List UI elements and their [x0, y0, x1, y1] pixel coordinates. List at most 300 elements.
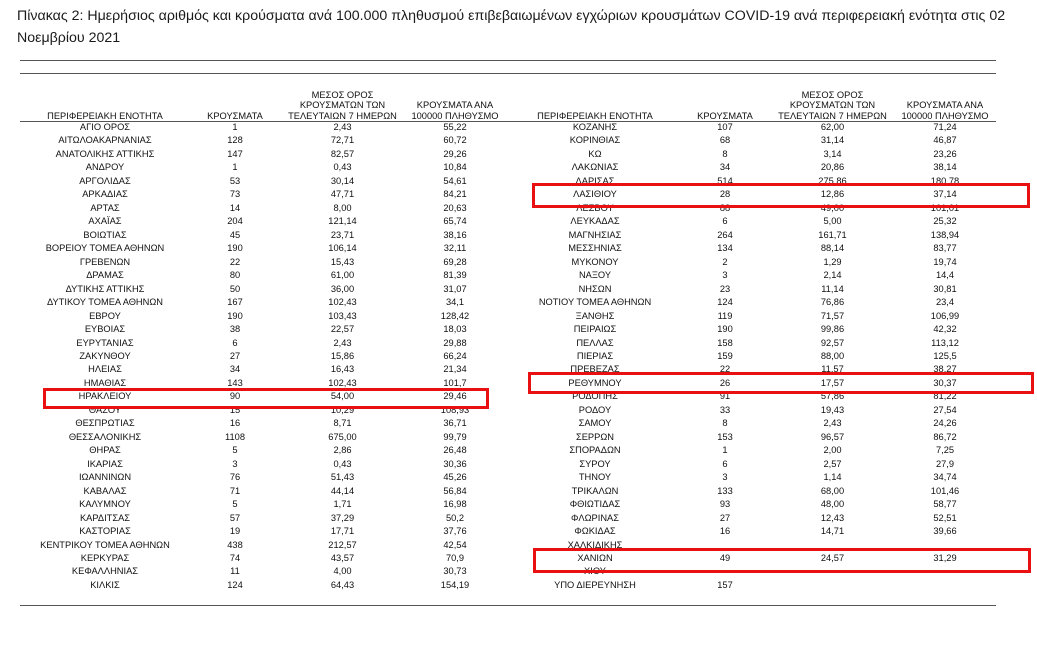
cell-avg7: 102,43	[328, 377, 357, 388]
cell-avg7: 106,14	[328, 243, 357, 254]
table-row	[510, 350, 995, 363]
table-row	[20, 269, 505, 282]
cell-avg7: 48,00	[820, 499, 845, 510]
cell-cases: 157	[717, 579, 733, 590]
cell-region: ΣΠΟΡΑΔΩΝ	[569, 445, 621, 456]
cell-per100k: 31,29	[933, 553, 957, 563]
highlight-box-lasithiou	[532, 183, 1030, 208]
cell-avg7: 2,57	[823, 458, 842, 469]
cell-avg7: 161,71	[818, 229, 847, 240]
cell-cases: 74	[229, 553, 241, 563]
cell-per100k: 106,99	[930, 310, 960, 321]
cell-region: ΗΜΑΘΙΑΣ	[83, 377, 127, 388]
cell-region: ΠΕΛΛΑΣ	[576, 337, 614, 348]
cell-per100k: 37,76	[443, 526, 467, 537]
cell-cases: 50	[229, 283, 241, 294]
cell-cases: 93	[719, 499, 731, 510]
cell-per100k: 37,14	[933, 189, 957, 200]
cell-region: ΠΕΙΡΑΙΩΣ	[573, 324, 617, 335]
cell-per100k: 23,4	[935, 297, 955, 308]
table-row	[510, 444, 995, 457]
header-cases: ΚΡΟΥΣΜΑΤΑ	[207, 110, 263, 121]
cell-avg7: 212,57	[328, 539, 357, 550]
cell-per100k: 84,21	[443, 189, 467, 200]
cell-per100k: 18,03	[443, 324, 467, 335]
cell-per100k: 39,66	[933, 526, 957, 537]
cell-per100k: 29,26	[443, 148, 467, 159]
cell-region: ΛΕΥΚΑΔΑΣ	[570, 216, 620, 227]
cell-per100k: 65,74	[443, 216, 467, 227]
cell-region: ΗΛΕΙΑΣ	[88, 364, 122, 375]
table-row	[510, 229, 995, 242]
cell-per100k: 71,24	[933, 122, 957, 132]
cell-per100k: 38,14	[933, 162, 957, 173]
cell-per100k: 26,48	[443, 445, 467, 456]
cell-cases: 22	[719, 364, 731, 375]
cell-region: ΚΑΛΥΜΝΟΥ	[79, 499, 131, 510]
cell-region: ΕΥΡΥΤΑΝΙΑΣ	[76, 337, 134, 348]
cell-avg7: 12,43	[820, 512, 845, 523]
cell-cases: 76	[229, 472, 241, 483]
cell-per100k: 45,26	[443, 472, 467, 483]
cell-avg7: 20,86	[820, 162, 845, 173]
cell-region: ΡΟΔΟΥ	[578, 404, 612, 415]
cell-region: ΚΕΡΚΥΡΑΣ	[80, 553, 130, 563]
table-row	[510, 121, 995, 134]
cell-region: ΚΟΖΑΝΗΣ	[572, 122, 618, 132]
cell-avg7: 103,43	[328, 310, 357, 321]
cell-cases: 158	[717, 337, 733, 348]
cell-avg7: 47,71	[330, 189, 355, 200]
cell-cases: 27	[719, 512, 731, 523]
table-row	[510, 215, 995, 228]
cell-cases: 34	[229, 364, 241, 375]
cell-cases: 5	[232, 499, 238, 510]
cell-per100k: 19,74	[933, 256, 957, 267]
cell-avg7: 61,00	[330, 270, 355, 281]
cell-per100k: 52,51	[933, 512, 957, 523]
cell-per100k: 29,46	[443, 391, 467, 402]
cell-region: ΒΟΙΩΤΙΑΣ	[83, 229, 127, 240]
cell-region: ΔΡΑΜΑΣ	[86, 270, 124, 281]
cell-region: ΝΑΞΟΥ	[578, 270, 612, 281]
cell-avg7: 4,00	[333, 566, 352, 577]
cell-per100k: 69,28	[443, 256, 467, 267]
cell-per100k: 7,25	[935, 445, 955, 456]
cell-region: ΜΥΚΟΝΟΥ	[571, 256, 619, 267]
cell-per100k: 180,78	[930, 175, 960, 186]
header-region: ΠΕΡΙΦΕΡΕΙΑΚΗ ΕΝΟΤΗΤΑ	[47, 110, 163, 121]
table-row	[510, 296, 995, 309]
cell-region: ΛΑΡΙΣΑΣ	[575, 175, 615, 186]
cell-cases: 167	[227, 297, 243, 308]
cell-avg7: 88,14	[820, 243, 845, 254]
cell-avg7: 62,00	[820, 122, 845, 132]
cell-per100k: 138,94	[930, 229, 960, 240]
right-table	[510, 82, 995, 592]
cell-avg7: 1,71	[333, 499, 352, 510]
cell-region: ΚΙΛΚΙΣ	[90, 579, 120, 590]
cell-avg7: 3,14	[823, 148, 842, 159]
table-row	[20, 215, 505, 228]
cell-cases: 1	[232, 122, 238, 132]
table-row	[20, 161, 505, 174]
cell-cases: 153	[717, 431, 733, 442]
cell-avg7: 44,14	[330, 485, 355, 496]
cell-per100k: 81,22	[933, 391, 957, 402]
cell-avg7: 49,00	[820, 202, 845, 213]
cell-region: ΑΡΓΟΛΙΔΑΣ	[79, 175, 131, 186]
table-row	[510, 512, 995, 525]
table-row	[20, 512, 505, 525]
cell-cases: 19	[229, 526, 241, 537]
cell-per100k: 113,12	[931, 337, 959, 348]
cell-per100k: 10,84	[443, 162, 467, 173]
table-row	[20, 175, 505, 188]
cell-cases: 8	[722, 418, 728, 429]
cell-region: ΓΡΕΒΕΝΩΝ	[79, 256, 131, 267]
cell-cases: 6	[722, 458, 728, 469]
cell-per100k	[895, 579, 995, 592]
cell-region: ΖΑΚΥΝΘΟΥ	[79, 350, 131, 361]
cell-per100k: 108,93	[440, 404, 470, 415]
cell-region: ΛΑΚΩΝΙΑΣ	[571, 162, 619, 173]
cell-cases: 34	[719, 162, 731, 173]
table-row	[20, 148, 505, 161]
cell-avg7: 2,00	[823, 445, 842, 456]
cell-per100k: 34,74	[933, 472, 957, 483]
cell-avg7: 99,86	[820, 324, 845, 335]
cell-region: ΙΚΑΡΙΑΣ	[87, 458, 123, 469]
cell-avg7: 22,57	[330, 324, 355, 335]
cell-cases: 26	[719, 377, 731, 388]
cell-region: ΑΡΚΑΔΙΑΣ	[82, 189, 128, 200]
cell-region: ΦΩΚΙΔΑΣ	[574, 526, 616, 537]
cell-region: ΚΕΦΑΛΛΗΝΙΑΣ	[71, 566, 139, 577]
table-row	[510, 498, 995, 511]
cell-cases: 15	[229, 404, 241, 415]
cell-region: ΣΥΡΟΥ	[579, 458, 611, 469]
cell-avg7: 0,43	[333, 162, 352, 173]
cell-cases: 11	[230, 566, 240, 577]
highlight-box-irakleiou	[43, 388, 489, 409]
cell-per100k: 31,07	[443, 283, 467, 294]
table-row	[20, 188, 505, 201]
cell-per100k: 32,11	[443, 243, 467, 254]
table-row	[510, 148, 995, 161]
cell-region: ΣΑΜΟΥ	[578, 418, 612, 429]
table-row	[20, 242, 505, 255]
cell-region: ΑΙΤΩΛΟΑΚΑΡΝΑΝΙΑΣ	[58, 135, 152, 146]
cell-region: ΔΥΤΙΚΟΥ ΤΟΜΕΑ ΑΘΗΝΩΝ	[46, 297, 164, 308]
cell-avg7: 8,71	[333, 418, 352, 429]
table-row	[20, 121, 505, 134]
cell-region: ΕΥΒΟΙΑΣ	[84, 324, 126, 335]
cell-region: ΘΕΣΠΡΩΤΙΑΣ	[75, 418, 135, 429]
cell-avg7: 1,29	[823, 256, 842, 267]
cell-avg7: 1,14	[823, 472, 842, 483]
cell-avg7: 51,43	[330, 472, 355, 483]
cell-cases: 49	[719, 553, 731, 563]
cell-avg7: 2,14	[823, 270, 842, 281]
cell-per100k: 46,87	[933, 135, 957, 146]
table-row	[20, 525, 505, 538]
table-row	[20, 296, 505, 309]
cell-region: ΚΩ	[588, 148, 602, 159]
cell-region: ΧΙΟΥ	[584, 566, 606, 577]
cell-avg7: 14,71	[820, 526, 845, 537]
table-row	[20, 444, 505, 457]
cell-avg7: 11,14	[821, 283, 844, 294]
cell-cases: 5	[232, 445, 238, 456]
cell-cases: 68	[719, 135, 731, 146]
cell-per100k: 38,16	[443, 229, 467, 240]
header-cases: ΚΡΟΥΣΜΑΤΑ	[697, 110, 753, 121]
cell-avg7: 5,00	[823, 216, 842, 227]
table-row	[510, 242, 995, 255]
table-row	[20, 310, 505, 323]
cell-per100k: 20,63	[443, 202, 467, 213]
cell-avg7: 88,00	[820, 350, 845, 361]
cell-region: ΚΟΡΙΝΘΙΑΣ	[569, 135, 621, 146]
cell-cases: 264	[717, 229, 733, 240]
cell-region: ΠΡΕΒΕΖΑΣ	[570, 364, 620, 375]
table-row	[510, 471, 995, 484]
cell-region: ΑΝΑΤΟΛΙΚΗΣ ΑΤΤΙΚΗΣ	[55, 148, 155, 159]
cell-region: ΜΕΣΣΗΝΙΑΣ	[568, 243, 622, 254]
header-avg7: ΜΕΣΟΣ ΟΡΟΣ ΚΡΟΥΣΜΑΤΩΝ ΤΩΝ ΤΕΛΕΥΤΑΙΩΝ 7 ΗΜΕΡΩΝ	[778, 89, 887, 121]
cell-per100k: 23,26	[933, 148, 957, 159]
cell-cases: 53	[229, 175, 241, 186]
cell-cases: 190	[717, 324, 733, 335]
cell-avg7: 64,43	[330, 579, 355, 590]
cell-avg7: 17,57	[820, 377, 845, 388]
cell-region: ΜΑΓΝΗΣΙΑΣ	[568, 229, 622, 240]
cell-cases: 1	[722, 445, 728, 456]
cell-per100k: 101,46	[930, 485, 960, 496]
cell-region: ΔΥΤΙΚΗΣ ΑΤΤΙΚΗΣ	[65, 283, 145, 294]
cell-avg7: 92,57	[820, 337, 845, 348]
table-row	[20, 565, 505, 578]
left-table	[20, 82, 505, 592]
table-row	[20, 485, 505, 498]
cell-cases: 159	[717, 350, 733, 361]
cell-per100k: 25,32	[933, 216, 957, 227]
cell-per100k: 86,72	[933, 431, 957, 442]
cell-region: ΡΕΘΥΜΝΟΥ	[568, 377, 622, 388]
header-per100k: ΚΡΟΥΣΜΑΤΑ ΑΝΑ 100000 ΠΛΗΘΥΣΜΟ	[901, 100, 989, 121]
cell-per100k: 38,27	[933, 364, 957, 375]
cell-cases: 514	[717, 175, 733, 186]
cell-region: ΡΟΔΟΠΗΣ	[572, 391, 618, 402]
table-row	[510, 404, 995, 417]
cell-per100k: 36,71	[443, 418, 467, 429]
cell-cases: 16	[229, 418, 241, 429]
cell-avg7: 10,29	[330, 404, 355, 415]
cell-avg7: 30,14	[330, 175, 355, 186]
cell-per100k: 24,26	[933, 418, 957, 429]
cell-cases: 91	[719, 391, 731, 402]
table-row	[510, 579, 995, 592]
cell-cases: 71	[229, 485, 241, 496]
table-caption: Πίνακας 2: Ημερήσιος αριθμός και κρούσματα ανά 100.000 πληθυσμού επιβεβαιωμένων εγχώριων κρουσμάτων COVID-19 ανά περιφερειακή ενότητα στις 02 Νοεμβρίου 2021	[17, 8, 1006, 46]
cell-cases: 119	[717, 310, 733, 321]
cell-cases: 204	[227, 216, 243, 227]
cell-avg7: 17,71	[330, 526, 355, 537]
table-row	[510, 283, 995, 296]
cell-avg7: 71,57	[820, 310, 845, 321]
cell-per100k: 42,54	[443, 539, 467, 550]
cell-avg7: 121,14	[328, 216, 357, 227]
cell-per100k: 30,37	[933, 377, 957, 388]
cell-cases: 73	[229, 189, 241, 200]
cell-cases: 88	[719, 202, 731, 213]
table-row	[20, 417, 505, 430]
cell-avg7: 11,57	[821, 364, 844, 375]
header-avg7: ΜΕΣΟΣ ΟΡΟΣ ΚΡΟΥΣΜΑΤΩΝ ΤΩΝ ΤΕΛΕΥΤΑΙΩΝ 7 ΗΜΕΡΩΝ	[288, 89, 397, 121]
cell-region: ΚΑΡΔΙΤΣΑΣ	[79, 512, 131, 523]
cell-cases: 6	[722, 216, 728, 227]
highlight-box-chanion	[533, 548, 1031, 573]
cell-avg7: 43,57	[330, 553, 355, 563]
cell-avg7: 102,43	[328, 297, 357, 308]
cell-cases: 107	[717, 122, 733, 132]
cell-avg7: 96,57	[820, 431, 845, 442]
cell-cases: 133	[717, 485, 733, 496]
cell-avg7: 2,86	[333, 445, 352, 456]
cell-region: ΤΗΝΟΥ	[578, 472, 612, 483]
cell-cases: 57	[229, 512, 241, 523]
cell-cases: 8	[722, 148, 728, 159]
cell-avg7: 2,43	[823, 418, 842, 429]
cell-region: ΚΑΣΤΟΡΙΑΣ	[79, 526, 131, 537]
table-row	[20, 579, 505, 592]
table-row	[510, 458, 995, 471]
cell-region: ΞΑΝΘΗΣ	[575, 310, 615, 321]
header-row	[20, 82, 505, 121]
cell-cases: 2	[722, 256, 728, 267]
cell-avg7: 82,57	[330, 148, 355, 159]
cell-avg7	[770, 579, 895, 592]
cell-cases: 190	[227, 310, 243, 321]
cell-cases: 90	[229, 391, 241, 402]
cell-avg7: 54,00	[330, 391, 355, 402]
table-row	[510, 161, 995, 174]
cell-per100k: 42,32	[933, 324, 957, 335]
cell-avg7: 57,86	[820, 391, 845, 402]
table-row	[20, 134, 505, 147]
table-row	[20, 363, 505, 376]
cell-avg7: 31,14	[820, 135, 845, 146]
cell-region: ΘΑΣΟΥ	[88, 404, 122, 415]
cell-avg7: 16,43	[330, 364, 355, 375]
cell-per100k: 99,79	[443, 431, 467, 442]
table-row	[20, 350, 505, 363]
cell-per100k: 55,22	[443, 122, 467, 132]
cell-per100k: 56,84	[443, 485, 467, 496]
cell-per100k: 83,77	[933, 243, 957, 254]
cell-cases: 1	[232, 162, 238, 173]
cell-per100k: 50,2	[445, 512, 465, 523]
cell-avg7: 12,86	[820, 189, 845, 200]
cell-region: ΑΡΤΑΣ	[90, 202, 120, 213]
header-region: ΠΕΡΙΦΕΡΕΙΑΚΗ ΕΝΟΤΗΤΑ	[537, 110, 653, 121]
cell-per100k: 27,54	[933, 404, 957, 415]
table-row	[510, 134, 995, 147]
table-row	[20, 256, 505, 269]
cell-avg7: 15,43	[330, 256, 355, 267]
header-per100k: ΚΡΟΥΣΜΑΤΑ ΑΝΑ 100000 ΠΛΗΘΥΣΜΟ	[411, 100, 499, 121]
cell-region: ΙΩΑΝΝΙΝΩΝ	[78, 472, 132, 483]
cell-cases: 14	[229, 202, 241, 213]
table-row	[20, 458, 505, 471]
cell-avg7: 15,86	[330, 350, 355, 361]
cell-avg7: 68,00	[820, 485, 845, 496]
cell-per100k: 101,7	[443, 377, 467, 388]
cell-cases: 190	[227, 243, 243, 254]
cell-cases: 28	[719, 189, 731, 200]
cell-region: ΝΗΣΩΝ	[578, 283, 612, 294]
cell-per100k: 101,01	[930, 202, 960, 213]
cell-cases: 33	[719, 404, 731, 415]
table-row	[20, 202, 505, 215]
cell-avg7: 2,43	[333, 122, 352, 132]
cell-region: ΑΧΑΪΑΣ	[88, 216, 122, 227]
table-row	[510, 310, 995, 323]
cell-per100k: 27,9	[935, 458, 955, 469]
cell-avg7: 675,00	[328, 431, 357, 442]
table-row	[20, 229, 505, 242]
cell-cases: 6	[232, 337, 238, 348]
cell-region: ΛΕΣΒΟΥ	[576, 202, 614, 213]
cell-region: ΑΝΔΡΟΥ	[85, 162, 125, 173]
cell-cases: 16	[719, 526, 731, 537]
cell-cases: 1108	[225, 431, 245, 442]
cell-avg7: 275,86	[818, 175, 847, 186]
table-row	[510, 431, 995, 444]
cell-per100k: 30,36	[443, 458, 467, 469]
cell-avg7: 0,43	[333, 458, 352, 469]
cell-cases: 3	[722, 270, 728, 281]
cell-cases: 438	[227, 539, 243, 550]
cell-region: ΛΑΣΙΘΙΟΥ	[573, 189, 617, 200]
cell-per100k: 34,1	[445, 297, 465, 308]
cell-cases: 3	[232, 458, 238, 469]
cell-cases: 124	[717, 297, 733, 308]
cell-cases: 38	[229, 324, 241, 335]
cell-per100k: 21,34	[443, 364, 467, 375]
cell-region: ΦΘΙΩΤΙΔΑΣ	[569, 499, 621, 510]
cell-per100k: 154,19	[440, 579, 470, 590]
cell-per100k: 30,73	[443, 566, 467, 577]
cell-region: ΦΛΩΡΙΝΑΣ	[570, 512, 620, 523]
cell-region: ΑΓΙΟ ΟΡΟΣ	[79, 122, 131, 132]
table-row	[20, 431, 505, 444]
table-row	[20, 337, 505, 350]
table-row	[510, 485, 995, 498]
cell-per100k: 29,88	[443, 337, 467, 348]
cell-cases: 3	[722, 472, 728, 483]
highlight-box-rethymnou	[528, 372, 1034, 394]
cell-avg7: 36,00	[330, 283, 355, 294]
cell-region: ΚΑΒΑΛΑΣ	[83, 485, 127, 496]
cell-region: ΗΡΑΚΛΕΙΟΥ	[78, 391, 132, 402]
cell-per100k: 128,42	[440, 310, 470, 321]
cell-region: ΥΠΟ ΔΙΕΡΕΥΝΗΣΗ	[554, 579, 636, 590]
cell-cases: 45	[229, 229, 241, 240]
table-row	[20, 539, 505, 552]
cell-cases: 143	[227, 377, 243, 388]
